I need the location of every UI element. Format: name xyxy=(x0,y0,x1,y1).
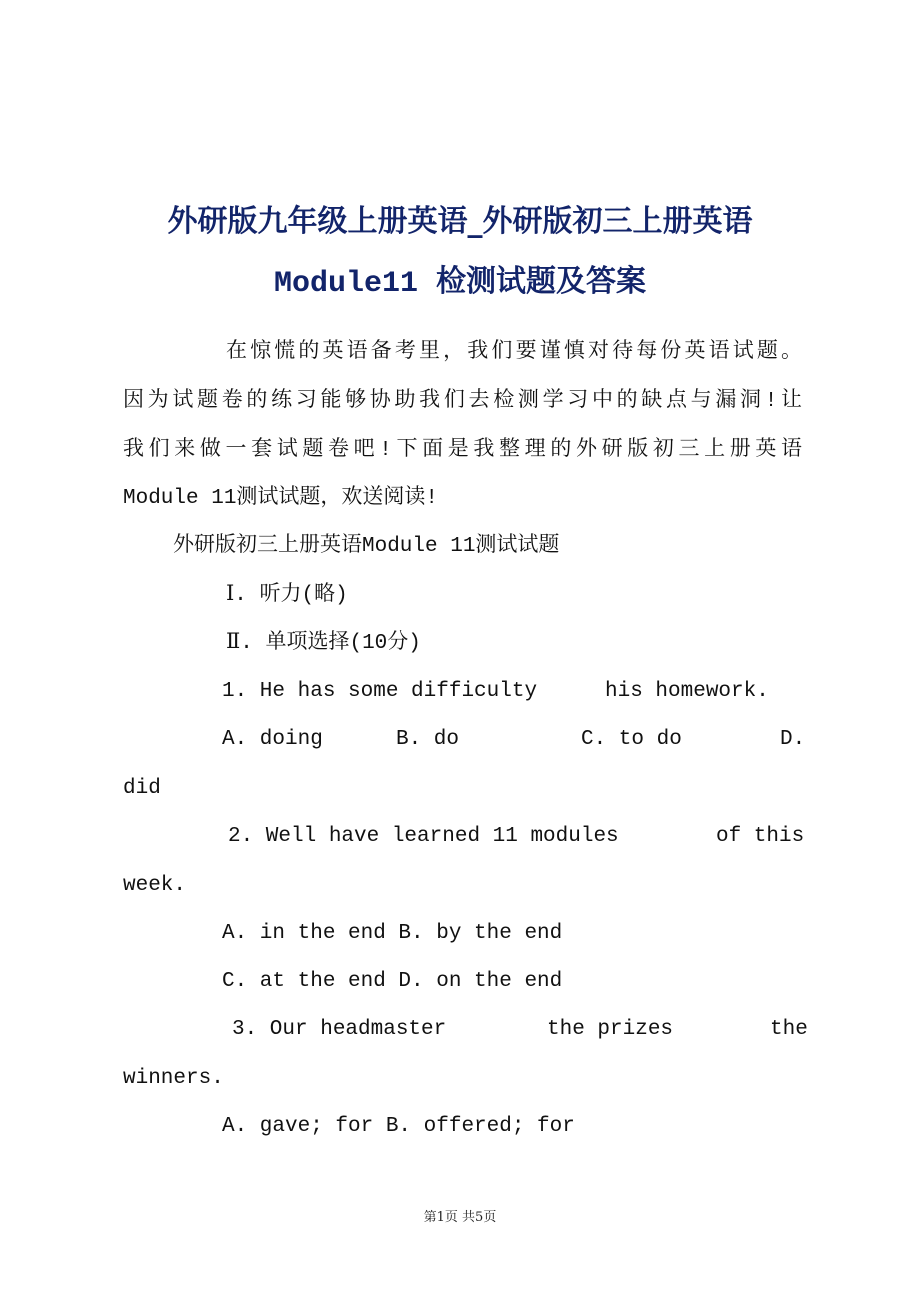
q3-stem-wrap: winners. xyxy=(123,1067,224,1090)
q3-stem-end: the xyxy=(770,1018,808,1041)
q1-option-a: A. doing xyxy=(222,728,323,751)
q1-stem-end: his homework. xyxy=(605,680,769,703)
intro-line: Module 11测试试题，欢送阅读! xyxy=(123,487,439,510)
document-title-line2: Module11 检测试题及答案 xyxy=(273,267,647,301)
section-listening: Ⅰ. 听力(略) xyxy=(226,584,348,607)
q2-stem: 2. Well have learned 11 modules xyxy=(228,825,619,848)
page-footer: 第1页 共5页 xyxy=(423,1210,497,1225)
q3-options-ab: A. gave; for B. offered; for xyxy=(222,1115,575,1138)
q1-option-d-text: did xyxy=(123,777,161,800)
q2-options-cd: C. at the end D. on the end xyxy=(222,970,563,993)
q1-option-c: C. to do xyxy=(581,728,682,751)
intro-line: 我们来做一套试题卷吧!下面是我整理的外研版初三上册英语 xyxy=(123,439,802,462)
intro-line: 在惊慌的英语备考里，我们要谨慎对待每份英语试题。 xyxy=(226,341,802,364)
q1-option-d: D. xyxy=(780,728,806,751)
q3-stem-mid: the prizes xyxy=(547,1018,674,1041)
document-title-line1: 外研版九年级上册英语_外研版初三上册英语 xyxy=(167,204,753,239)
q1-stem: 1. He has some difficulty xyxy=(222,680,538,703)
q2-stem-wrap: week. xyxy=(123,874,187,897)
q3-stem: 3. Our headmaster xyxy=(232,1018,447,1041)
q2-stem-end: of this xyxy=(716,825,805,848)
section-choice: Ⅱ. 单项选择(10分) xyxy=(226,632,421,655)
intro-line: 因为试题卷的练习能够协助我们去检测学习中的缺点与漏洞!让 xyxy=(123,390,802,413)
subheading: 外研版初三上册英语Module 11测试试题 xyxy=(173,535,560,558)
q2-options-ab: A. in the end B. by the end xyxy=(222,922,563,945)
q1-option-b: B. do xyxy=(396,728,460,751)
